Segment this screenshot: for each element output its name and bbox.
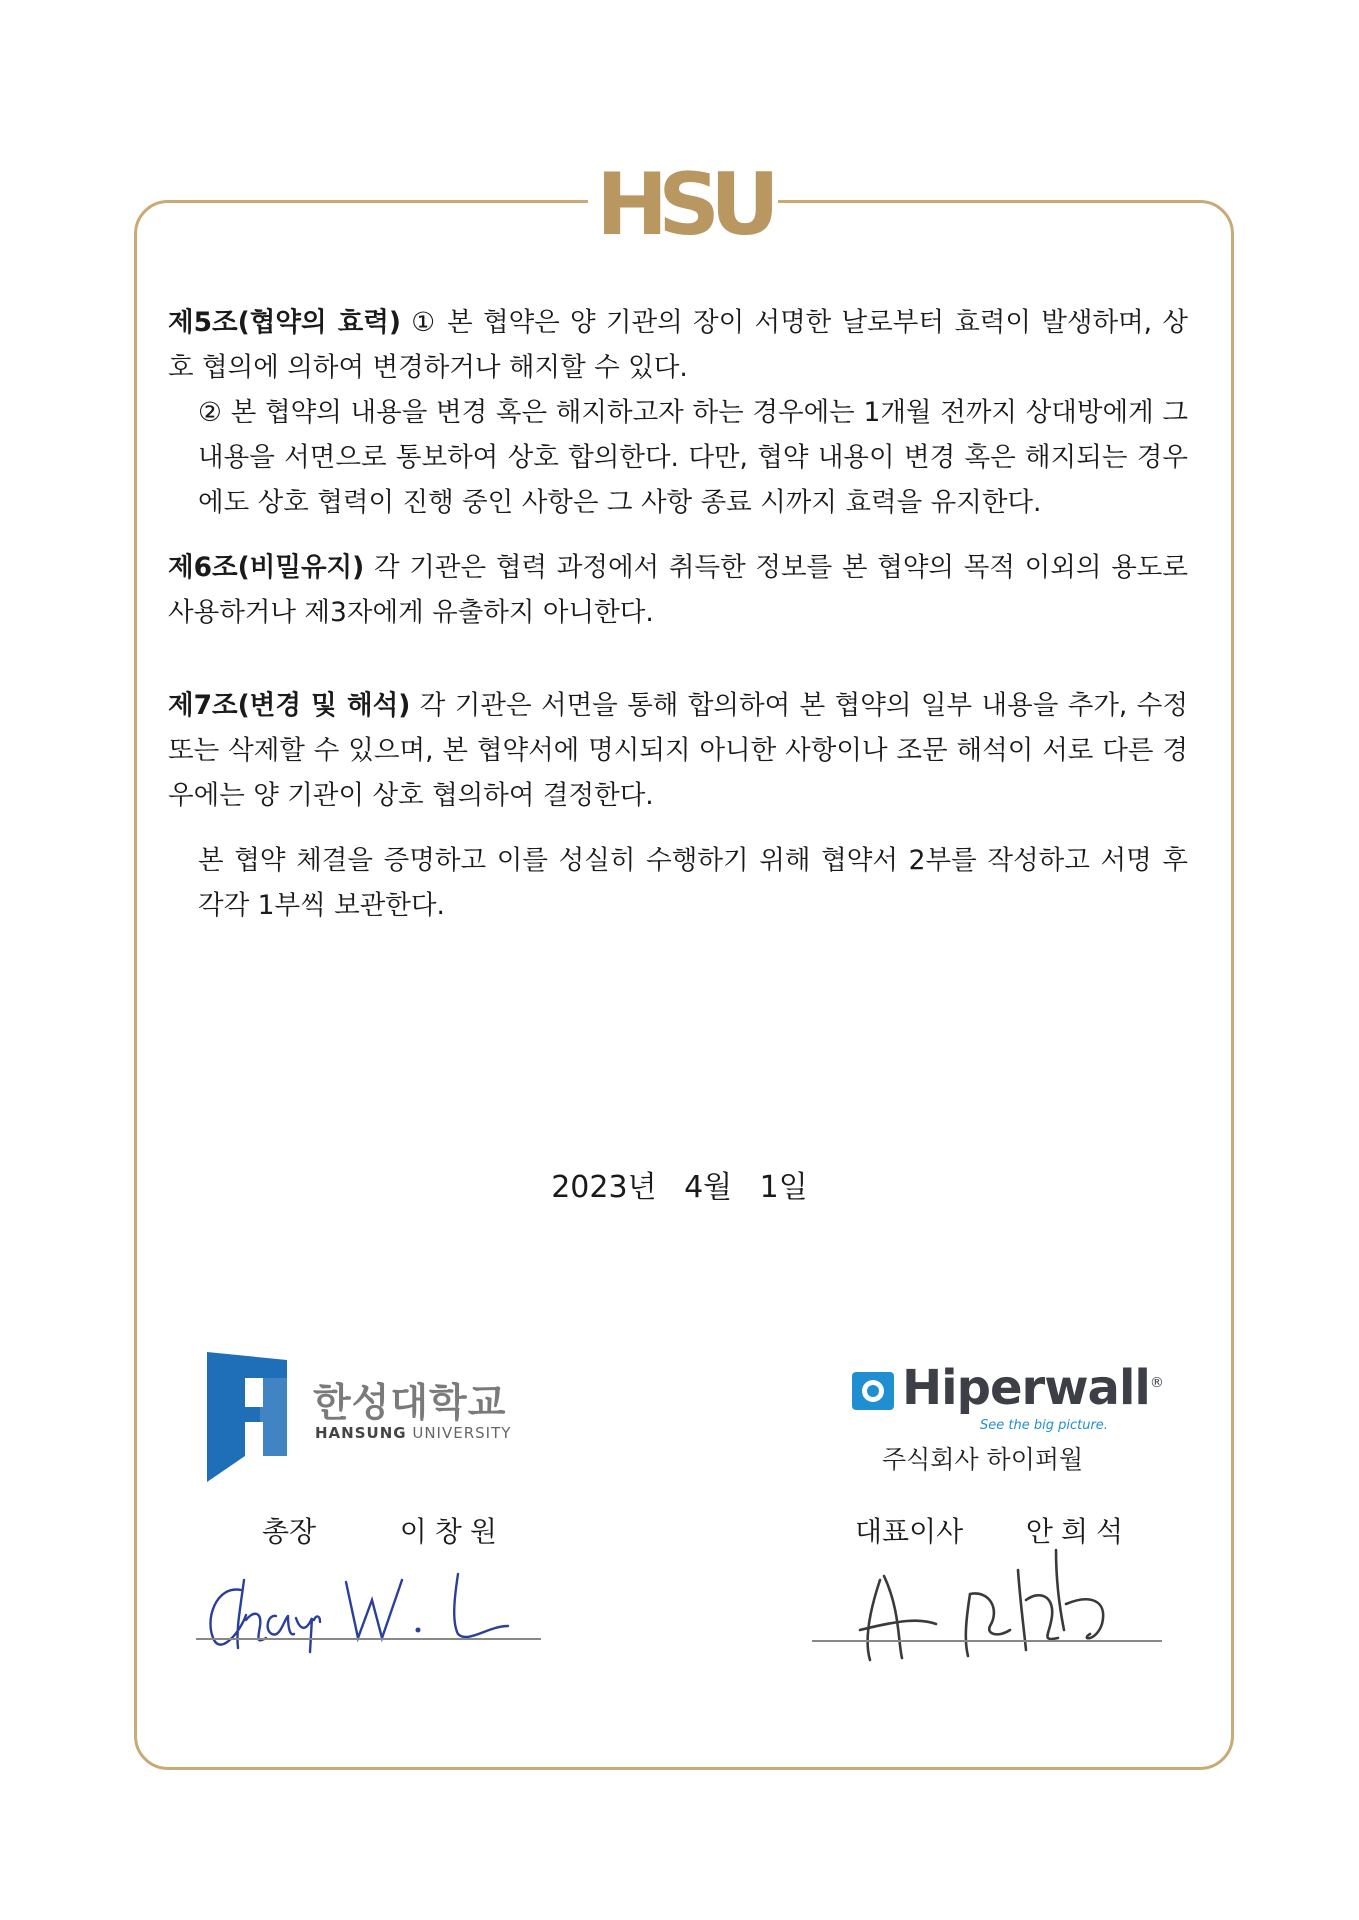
right-signature-icon: [840, 1530, 1160, 1670]
right-signatory-title: 대표이사: [855, 1515, 964, 1548]
left-signature-line: [196, 1638, 541, 1640]
left-signatory-title: 총장: [262, 1515, 317, 1548]
article-7-heading: 제7조(변경 및 해석): [168, 690, 411, 721]
left-signatory-name: 이창원: [399, 1515, 505, 1548]
article-7: [168, 683, 1188, 818]
article-6-text: 각 기관은 협력 과정에서 취득한 정보를 본 협약의 목적 이외의 용도로 사용하거나 제3자에게 유출하지 아니한다.: [168, 552, 1188, 628]
document-body: [168, 300, 1188, 928]
left-signatory: [262, 1510, 505, 1550]
hiperwall-company-name: 주식회사 하이퍼월: [882, 1445, 1084, 1474]
article-6: [168, 545, 1188, 635]
agreement-date: 2023년 4월 1일: [551, 1170, 808, 1205]
article-5-item-2: ② 본 협약의 내용을 변경 혹은 해지하고자 하는 경우에는 1개월 전까지 상대방에게 그 내용을 서면으로 통보하여 상호 합의한다. 다만, 협약 내용이 변경 혹은 해지되는 경우에도 상호 협력이 진행 중인 사항은 그 사항 종료 시까지 효력을 유지한다.: [198, 397, 1188, 518]
right-signatory-name: 안희석: [1025, 1515, 1132, 1548]
hiperwall-tagline: See the big picture.: [980, 1418, 1108, 1433]
hsu-logo: HSU: [588, 160, 778, 250]
hansung-logo-english: HANSUNG UNIVERSITY: [315, 1424, 512, 1442]
right-signature-line: [812, 1640, 1162, 1642]
article-7-text: 각 기관은 서면을 통해 합의하여 본 협약의 일부 내용을 추가, 수정 또는 삭제할 수 있으며, 본 협약서에 명시되지 아니한 사항이나 조문 해석이 서로 다른 경우에는 양 기관이 상호 협의하여 결정한다.: [168, 690, 1188, 811]
hansung-logo-name: 한성대학교: [313, 1381, 507, 1426]
article-5-heading: 제5조(협약의 효력): [168, 307, 401, 338]
left-signature-icon: [196, 1560, 541, 1660]
hiperwall-logo-name: Hiperwall®: [902, 1360, 1163, 1416]
article-5-text: ① 본 협약은 양 기관의 장이 서명한 날로부터 효력이 발생하며, 상호 협의에 의하여 변경하거나 해지할 수 있다.: [168, 307, 1188, 383]
closing-statement: 본 협약 체결을 증명하고 이를 성실히 수행하기 위해 협약서 2부를 작성하고 서명 후 각각 1부씩 보관한다.: [198, 845, 1188, 921]
article-6-heading: 제6조(비밀유지): [168, 552, 365, 583]
article-5: [168, 300, 1188, 390]
